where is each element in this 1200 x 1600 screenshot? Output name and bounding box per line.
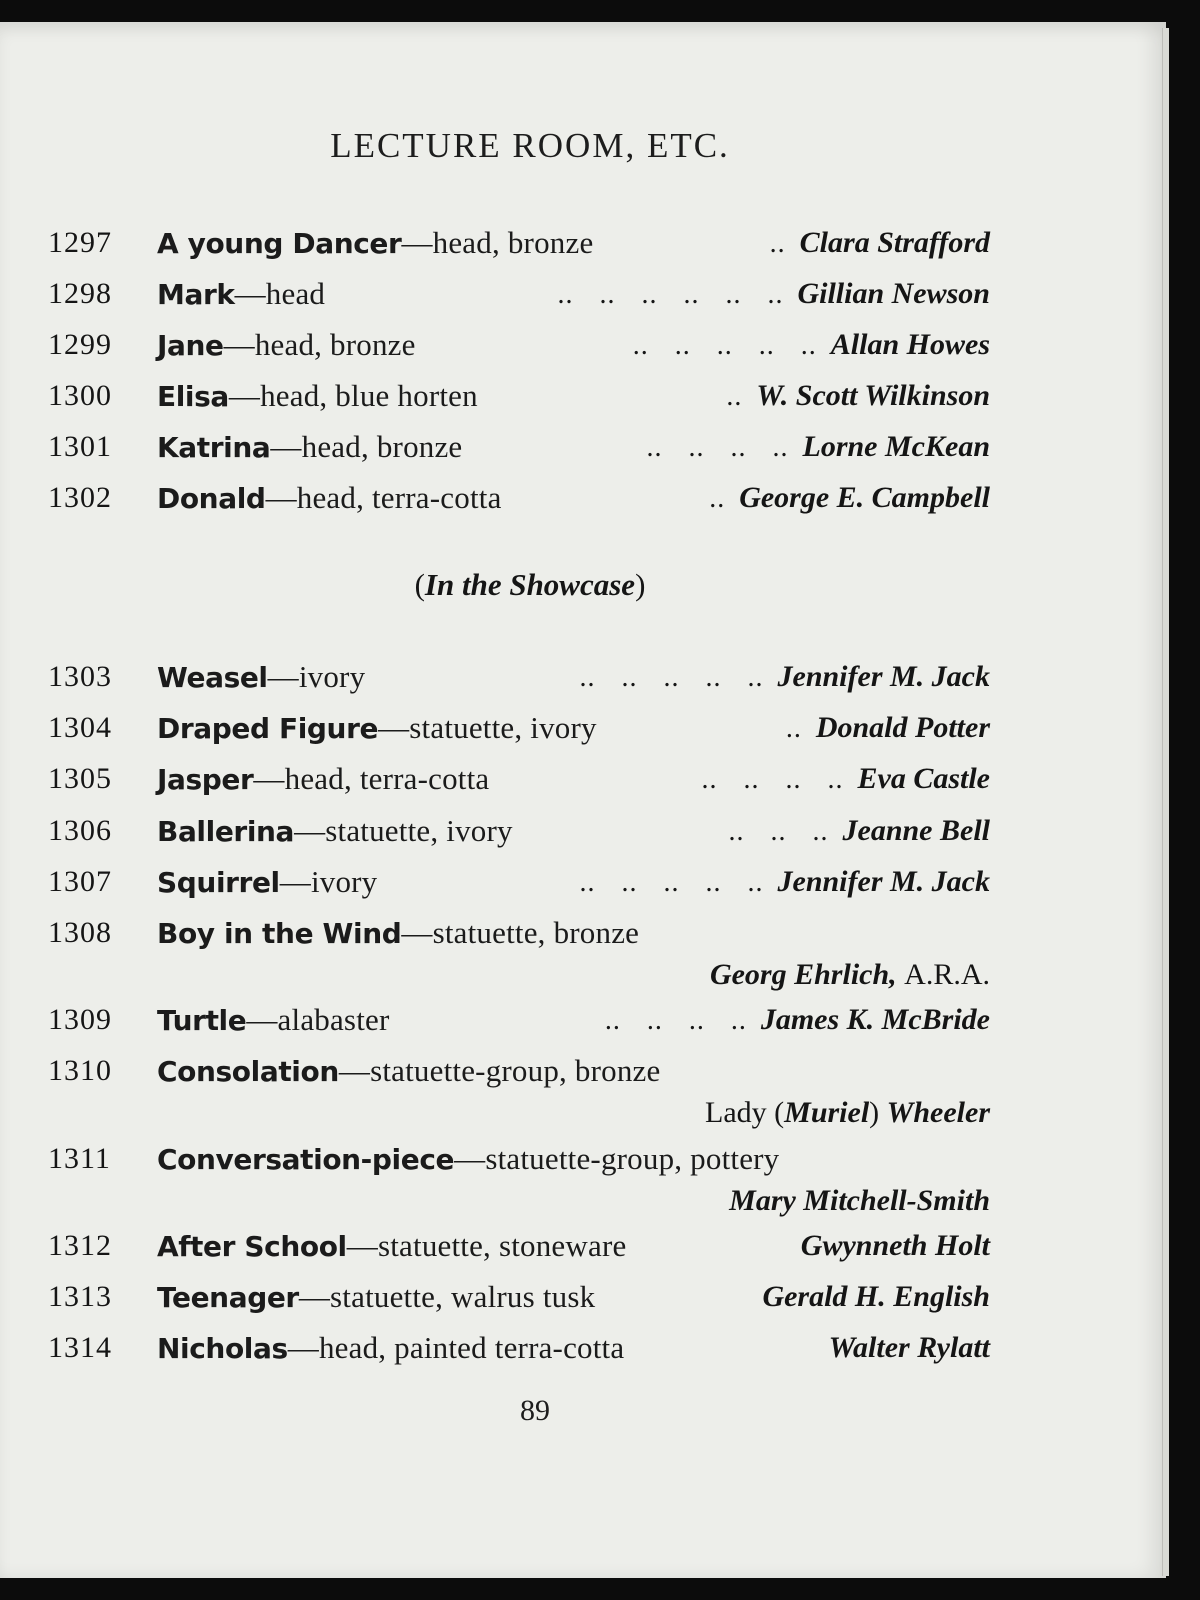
- work-medium: —alabaster: [246, 1002, 390, 1037]
- work-medium: —ivory: [267, 659, 366, 694]
- work-medium: —statuette, ivory: [294, 813, 513, 848]
- showcase-heading: (In the Showcase): [414, 567, 646, 602]
- entry-description: [157, 1221, 626, 1272]
- work-title: Squirrel: [157, 866, 280, 899]
- work-medium: —head, bronze: [223, 327, 416, 362]
- entry-number: 1308: [48, 916, 112, 949]
- artist-name: .. .. .. .. Eva Castle: [701, 762, 990, 795]
- entry-number: 1297: [48, 226, 112, 259]
- catalogue-entry: [0, 1134, 1166, 1184]
- work-medium: —head, blue horten: [228, 378, 478, 413]
- catalogue-entry: [0, 473, 1166, 523]
- artist-name: Lady (Muriel) Wheeler: [705, 1096, 990, 1129]
- artist-name: Walter Rylatt: [828, 1331, 990, 1364]
- catalogue-entry: [0, 371, 1166, 421]
- work-medium: —head, terra-cotta: [265, 480, 502, 515]
- entry-description: [157, 422, 462, 473]
- page-number: 89: [520, 1394, 550, 1427]
- catalogue-entry: [0, 269, 1166, 319]
- entry-number: 1304: [48, 711, 112, 744]
- entry-description: [157, 652, 365, 703]
- entry-description: [157, 1134, 779, 1185]
- artist-name: .. .. .. .. .. .. Gillian Newson: [557, 277, 990, 310]
- work-title: Elisa: [157, 380, 229, 413]
- entry-description: [157, 1323, 624, 1374]
- entry-number: 1301: [48, 430, 112, 463]
- work-title: Donald: [157, 482, 266, 515]
- catalogue-entry: [0, 422, 1166, 472]
- work-medium: —statuette, stoneware: [346, 1228, 627, 1263]
- entry-description: [157, 857, 377, 908]
- leader-dots: .. .. .. .. ..: [579, 867, 764, 898]
- leader-dots: ..: [769, 228, 786, 259]
- work-medium: —statuette, bronze: [401, 915, 640, 950]
- catalogue-page: [0, 22, 1166, 1578]
- artist-name: .. .. .. Jeanne Bell: [728, 814, 990, 847]
- entry-number: 1310: [48, 1054, 112, 1087]
- entry-description: [157, 908, 639, 959]
- artist-name: .. Clara Strafford: [769, 226, 990, 259]
- entry-description: [157, 1272, 595, 1323]
- entry-number: 1306: [48, 814, 112, 847]
- artist-name: .. .. .. .. James K. McBride: [604, 1003, 990, 1036]
- catalogue-entry: [0, 908, 1166, 958]
- artist-name: .. .. .. .. Lorne McKean: [646, 430, 990, 463]
- leader-dots: .. .. .. ..: [604, 1005, 747, 1036]
- artist-honour: A.R.A.: [904, 958, 990, 991]
- work-medium: —head, bronze: [270, 429, 463, 464]
- work-title: Turtle: [157, 1004, 247, 1037]
- leader-dots: .. .. .. ..: [646, 432, 789, 463]
- artist-name: .. .. .. .. .. Allan Howes: [632, 328, 990, 361]
- leader-dots: .. .. .. ..: [701, 764, 844, 795]
- artist-name: .. Donald Potter: [785, 711, 990, 744]
- entry-number: 1299: [48, 328, 112, 361]
- work-title: After School: [157, 1230, 347, 1263]
- entry-description: [157, 1046, 660, 1097]
- leader-dots: ..: [709, 483, 726, 514]
- work-title: Weasel: [157, 661, 268, 694]
- work-title: Katrina: [157, 431, 271, 464]
- work-medium: —statuette, ivory: [378, 710, 597, 745]
- work-title: Mark: [157, 278, 235, 311]
- work-title: Boy in the Wind: [157, 917, 402, 950]
- catalogue-entry: [0, 1221, 1166, 1271]
- catalogue-entry: [0, 1046, 1166, 1096]
- catalogue-entry: [0, 754, 1166, 804]
- artist-name: Gwynneth Holt: [800, 1229, 990, 1262]
- work-medium: —head, bronze: [401, 225, 594, 260]
- entry-number: 1311: [48, 1142, 111, 1175]
- work-medium: —head, painted terra-cotta: [287, 1330, 625, 1365]
- entry-number: 1314: [48, 1331, 112, 1364]
- leader-dots: ..: [726, 381, 743, 412]
- leader-dots: .. .. .. .. .. ..: [557, 279, 784, 310]
- artist-name: .. .. .. .. .. Jennifer M. Jack: [579, 660, 990, 693]
- work-title: Conversation-piece: [157, 1143, 455, 1176]
- entry-number: 1313: [48, 1280, 112, 1313]
- entry-number: 1300: [48, 379, 112, 412]
- artist-name: .. .. .. .. .. Jennifer M. Jack: [579, 865, 990, 898]
- catalogue-entry: [0, 703, 1166, 753]
- catalogue-entry: [0, 652, 1166, 702]
- entry-description: [157, 371, 478, 422]
- leader-dots: .. .. .. .. ..: [579, 662, 764, 693]
- work-title: Consolation: [157, 1055, 339, 1088]
- catalogue-entry: [0, 320, 1166, 370]
- work-medium: —head, terra-cotta: [253, 761, 490, 796]
- work-title: Nicholas: [157, 1332, 288, 1365]
- work-medium: —statuette, walrus tusk: [298, 1279, 596, 1314]
- page-edge: [1162, 28, 1169, 1576]
- artist-name: Gerald H. English: [762, 1280, 990, 1313]
- leader-dots: ..: [785, 713, 802, 744]
- catalogue-entry: [0, 857, 1166, 907]
- entry-description: [157, 320, 416, 371]
- entry-description: [157, 473, 502, 524]
- entry-number: 1309: [48, 1003, 112, 1036]
- work-title: Draped Figure: [157, 712, 379, 745]
- leader-dots: .. .. ..: [728, 816, 829, 847]
- work-title: Jane: [157, 329, 224, 362]
- work-title: Teenager: [157, 1281, 299, 1314]
- artist-name: .. W. Scott Wilkinson: [726, 379, 990, 412]
- page-title: LECTURE ROOM, ETC.: [330, 126, 730, 165]
- entry-description: [157, 703, 597, 754]
- artist-name: .. George E. Campbell: [709, 481, 990, 514]
- entry-description: [157, 269, 325, 320]
- entry-description: [157, 218, 593, 269]
- work-title: Jasper: [157, 763, 254, 796]
- catalogue-entry: [0, 1323, 1166, 1373]
- catalogue-entry: [0, 1272, 1166, 1322]
- catalogue-entry: [0, 995, 1166, 1045]
- work-medium: —statuette-group, bronze: [338, 1053, 661, 1088]
- entry-description: [157, 806, 513, 857]
- entry-number: 1305: [48, 762, 112, 795]
- entry-number: 1302: [48, 481, 112, 514]
- entry-number: 1312: [48, 1229, 112, 1262]
- artist-name: Mary Mitchell-Smith: [729, 1184, 990, 1217]
- entry-description: [157, 995, 390, 1046]
- artist-name: Georg Ehrlich, A.R.A.: [709, 958, 990, 991]
- work-medium: —ivory: [279, 864, 378, 899]
- work-title: A young Dancer: [157, 227, 402, 260]
- entry-number: 1298: [48, 277, 112, 310]
- catalogue-entry: [0, 806, 1166, 856]
- catalogue-entry: [0, 218, 1166, 268]
- work-medium: —head: [234, 276, 326, 311]
- entry-number: 1307: [48, 865, 112, 898]
- leader-dots: .. .. .. .. ..: [632, 330, 817, 361]
- entry-description: [157, 754, 489, 805]
- work-medium: —statuette-group, pottery: [454, 1141, 780, 1176]
- entry-number: 1303: [48, 660, 112, 693]
- work-title: Ballerina: [157, 815, 295, 848]
